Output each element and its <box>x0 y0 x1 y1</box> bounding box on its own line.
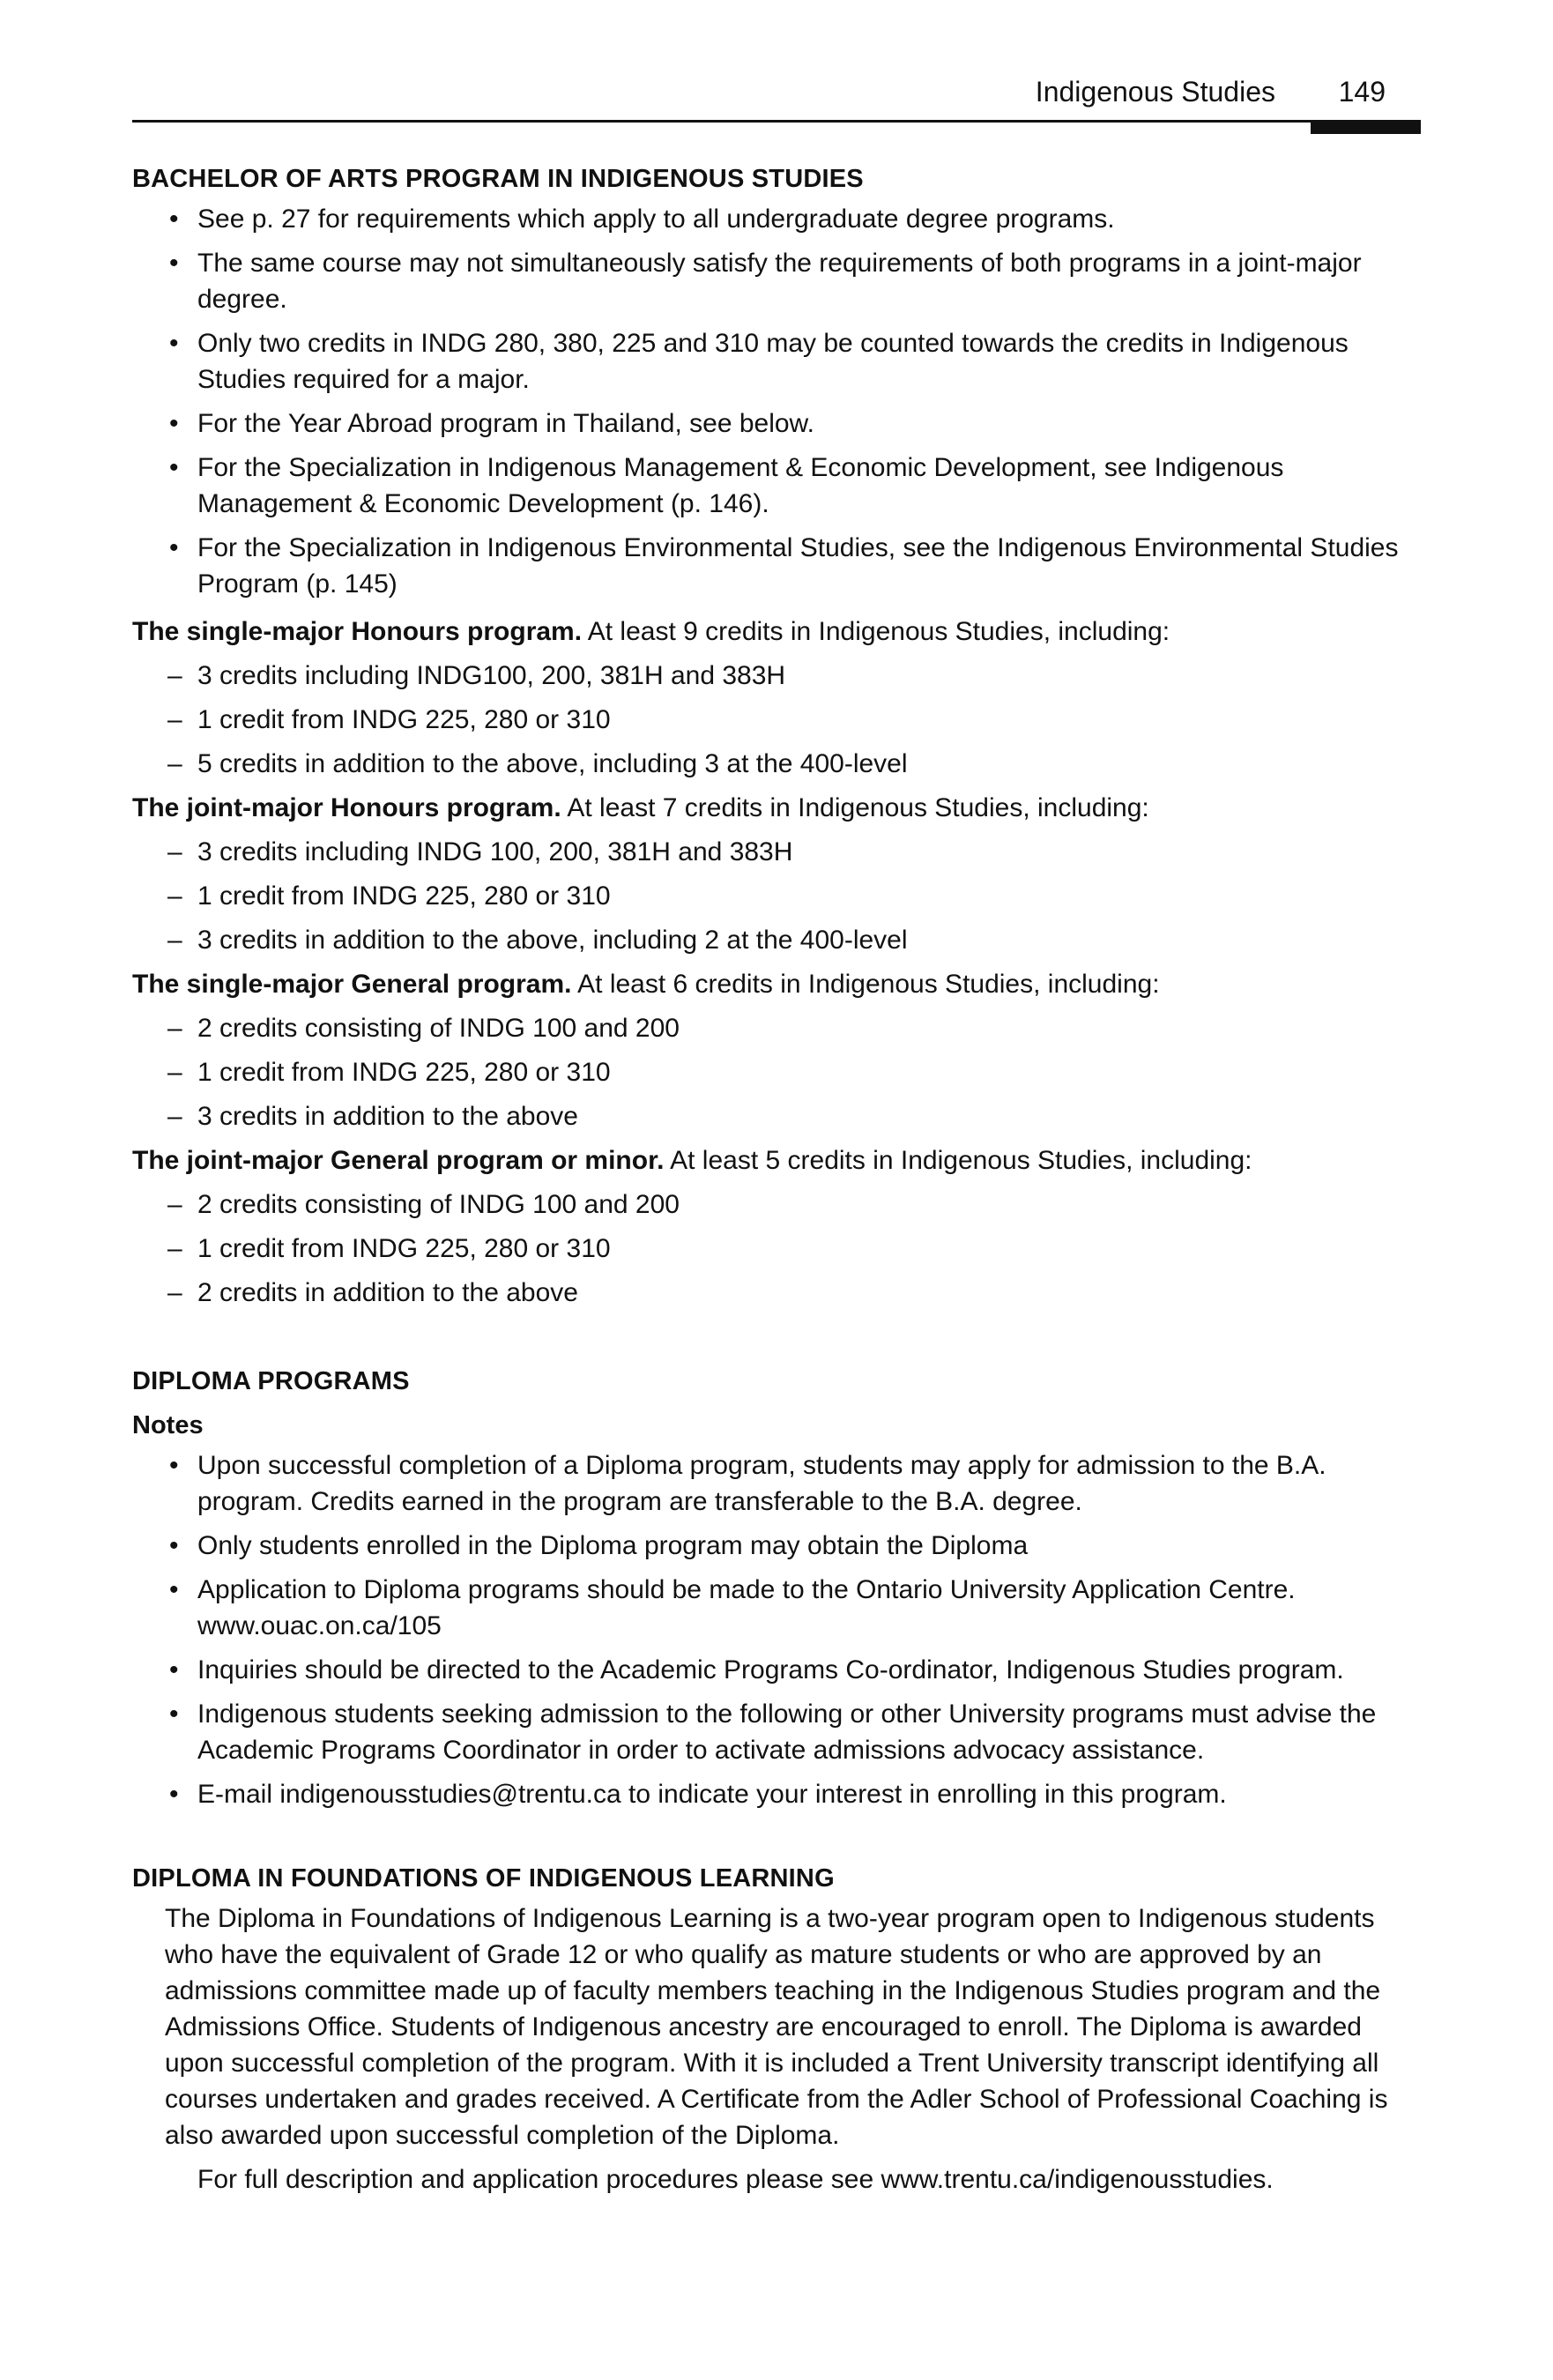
list-item: • E-mail indigenousstudies@trentu.ca to indicate your interest in enrolling in this program. <box>132 1776 1421 1812</box>
list-item: • See p. 27 for requirements which apply to all undergraduate degree programs. <box>132 201 1421 237</box>
header-rule <box>132 120 1421 123</box>
diploma-foundations-paragraph: The Diploma in Foundations of Indigenous Learning is a two-year program open to Indigenous students who have the equivalent of Grade 12 or who qualify as mature students or who are approved by an admissions committee made up of faculty members teaching in the Indigenous Studies program and the Admissions Office. Students of Indigenous ancestry are encouraged to enroll. The Diploma is awarded upon successful completion of the program. With it is included a Trent University transcript identifying all courses undertaken and grades received. A Certificate from the Adler School of Professional Coaching is also awarded upon successful completion of the Diploma. <box>165 1904 1388 2150</box>
list-item: – 2 credits consisting of INDG 100 and 200 <box>132 1183 1421 1227</box>
diploma-programs-section <box>132 1359 1421 1812</box>
header-tab-bar <box>1311 123 1421 134</box>
list-item: • The same course may not simultaneously satisfy the requirements of both programs in a joint-major degree. <box>132 245 1421 317</box>
ba-program-bullets <box>132 201 1421 602</box>
list-item: – 3 credits in addition to the above <box>132 1095 1421 1139</box>
list-item: – 3 credits including INDG100, 200, 381H and 383H <box>132 654 1421 698</box>
diploma-programs-heading: DIPLOMA PROGRAMS <box>132 1367 410 1395</box>
program-name: The single-major Honours program. <box>132 617 583 646</box>
running-title: Indigenous Studies <box>1035 76 1275 108</box>
diploma-foundations-closing: For full description and application procedures please see www.trentu.ca/indigenousstudies. <box>197 2165 1274 2194</box>
list-item: – 3 credits including INDG 100, 200, 381H and 383H <box>132 830 1421 874</box>
program-intro: At least 7 credits in Indigenous Studies, including: <box>561 793 1149 822</box>
program-requirements <box>132 654 1421 786</box>
program-intro: At least 6 credits in Indigenous Studies, including: <box>571 970 1160 999</box>
diploma-foundations-section <box>132 1856 1421 2198</box>
program-single-major-honours <box>132 610 1421 786</box>
list-item: • For the Specialization in Indigenous Management & Economic Development, see Indigenous Management & Economic Development (p. 146). <box>132 450 1421 522</box>
program-name: The joint-major Honours program. <box>132 793 561 822</box>
ba-program-heading: BACHELOR OF ARTS PROGRAM IN INDIGENOUS STUDIES <box>132 165 864 193</box>
list-item: – 1 credit from INDG 225, 280 or 310 <box>132 874 1421 919</box>
program-lead <box>132 786 1421 830</box>
program-requirements <box>132 1183 1421 1315</box>
program-requirements <box>132 1007 1421 1139</box>
ba-program-section <box>132 157 1421 1315</box>
list-item: – 1 credit from INDG 225, 280 or 310 <box>132 698 1421 742</box>
list-item: – 1 credit from INDG 225, 280 or 310 <box>132 1227 1421 1271</box>
program-name: The single-major General program. <box>132 970 572 999</box>
program-joint-major-general-minor <box>132 1139 1421 1315</box>
notes-heading: Notes <box>132 1411 204 1439</box>
program-single-major-general <box>132 963 1421 1139</box>
program-lead <box>132 963 1421 1007</box>
diploma-notes-bullets <box>132 1447 1421 1812</box>
diploma-foundations-heading: DIPLOMA IN FOUNDATIONS OF INDIGENOUS LEARNING <box>132 1864 835 1893</box>
list-item: • For the Specialization in Indigenous Environmental Studies, see the Indigenous Environmental Studies Program (p. 145) <box>132 530 1421 602</box>
program-requirements <box>132 830 1421 963</box>
list-item: – 1 credit from INDG 225, 280 or 310 <box>132 1051 1421 1095</box>
program-intro: At least 5 credits in Indigenous Studies, including: <box>664 1146 1252 1175</box>
page-number: 149 <box>1338 76 1386 108</box>
list-item: – 2 credits consisting of INDG 100 and 200 <box>132 1007 1421 1051</box>
program-lead <box>132 610 1421 654</box>
list-item: – 5 credits in addition to the above, including 3 at the 400-level <box>132 742 1421 786</box>
list-item: • Application to Diploma programs should be made to the Ontario University Application Centre. www.ouac.on.ca/105 <box>132 1572 1421 1644</box>
list-item: • Upon successful completion of a Diploma program, students may apply for admission to the B.A. program. Credits earned in the program are transferable to the B.A. degree. <box>132 1447 1421 1520</box>
list-item: – 2 credits in addition to the above <box>132 1271 1421 1315</box>
program-joint-major-honours <box>132 786 1421 963</box>
list-item: • Only students enrolled in the Diploma program may obtain the Diploma <box>132 1528 1421 1564</box>
list-item: • Indigenous students seeking admission to the following or other University programs must advise the Academic Programs Coordinator in order to activate admissions advocacy assistance. <box>132 1696 1421 1768</box>
program-name: The joint-major General program or minor. <box>132 1146 665 1175</box>
list-item: • Only two credits in INDG 280, 380, 225 and 310 may be counted towards the credits in Indigenous Studies required for a major. <box>132 325 1421 398</box>
page-content <box>132 157 1421 2198</box>
list-item: • For the Year Abroad program in Thailand, see below. <box>132 405 1421 442</box>
program-lead <box>132 1139 1421 1183</box>
list-item: – 3 credits in addition to the above, including 2 at the 400-level <box>132 919 1421 963</box>
list-item: • Inquiries should be directed to the Academic Programs Co-ordinator, Indigenous Studies program. <box>132 1652 1421 1688</box>
program-intro: At least 9 credits in Indigenous Studies, including: <box>582 617 1170 646</box>
